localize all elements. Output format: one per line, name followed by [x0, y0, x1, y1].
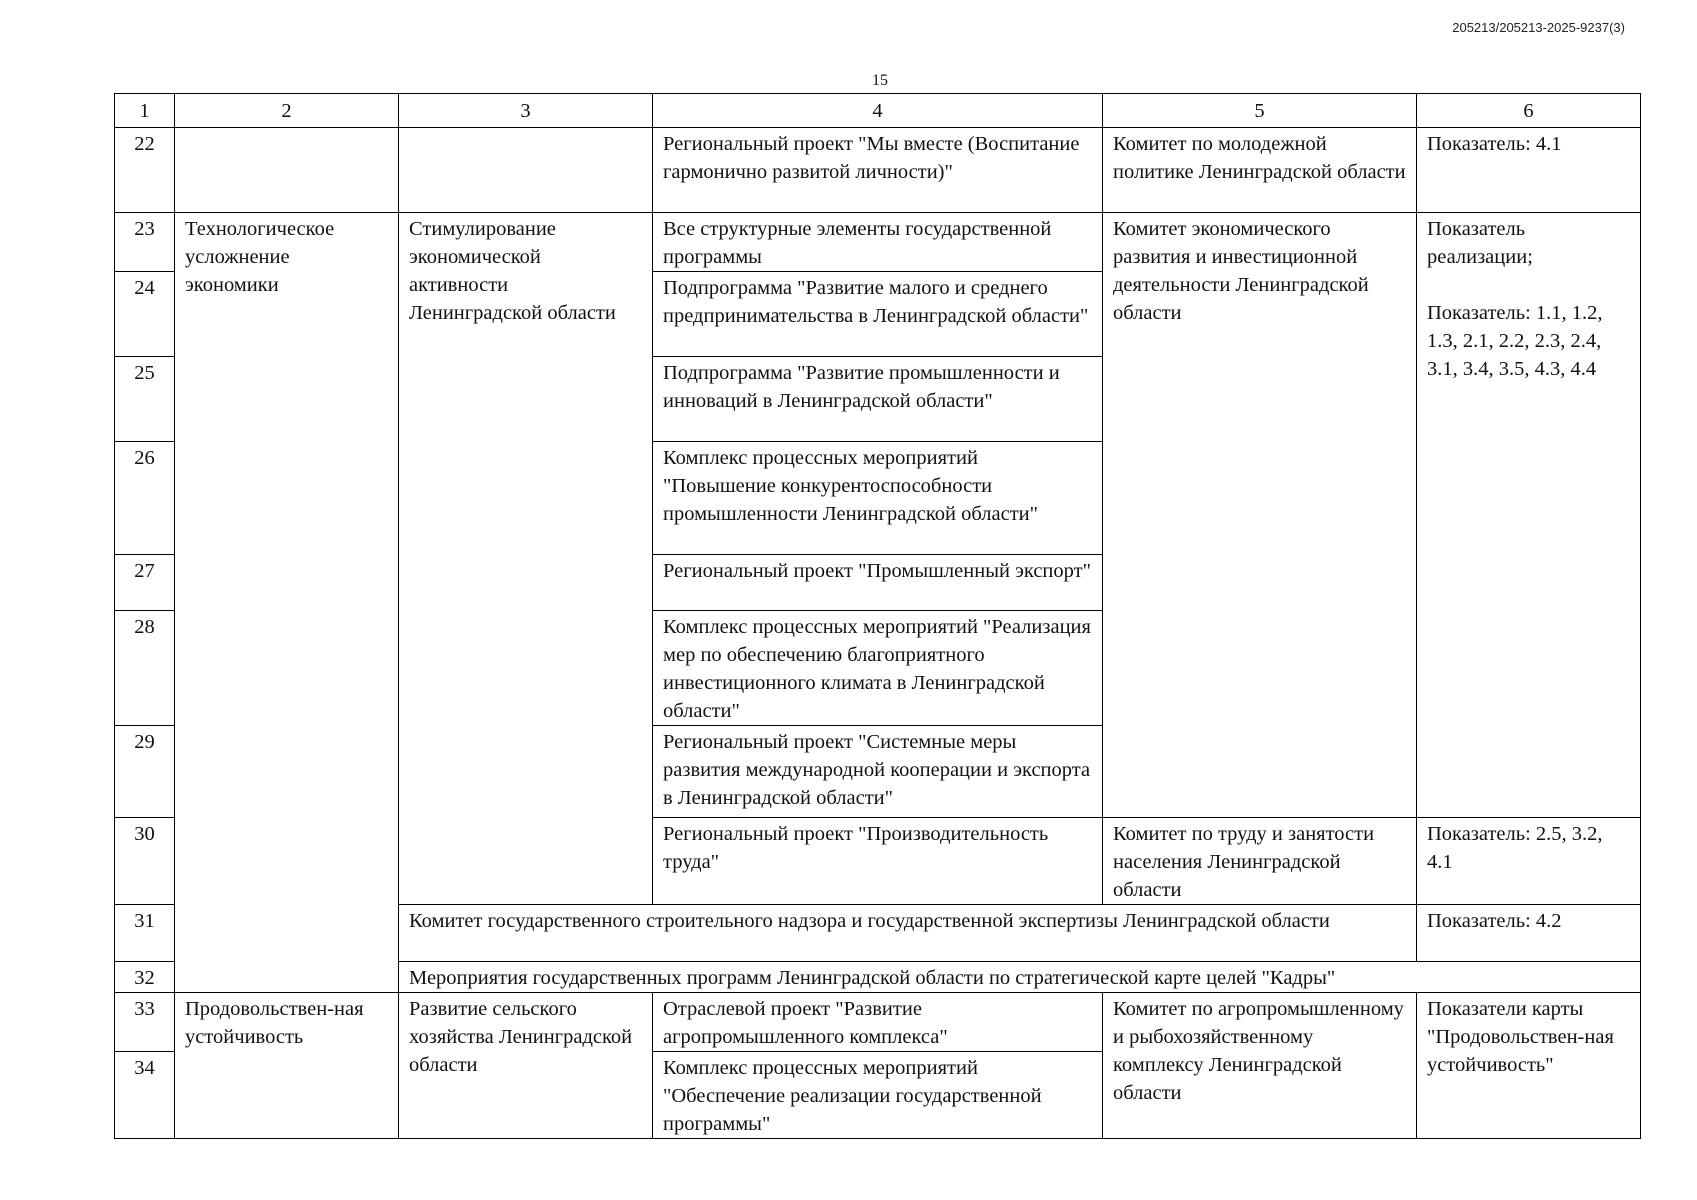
row-number: 23	[115, 213, 175, 272]
row-number: 25	[115, 357, 175, 442]
structural-element-cell: Все структурные элементы государственной программы	[653, 213, 1103, 272]
responsible-cell: Комитет по агропромышленному и рыбохозяйственному комплексу Ленинградской области	[1103, 993, 1417, 1139]
document-id: 205213/205213-2025-9237(3)	[1452, 20, 1625, 35]
row-number: 27	[115, 555, 175, 611]
structural-element-cell: Региональный проект "Мы вместе (Воспитание гармонично развитой личности)"	[653, 128, 1103, 213]
structural-element-cell: Региональный проект "Промышленный экспорт"	[653, 555, 1103, 611]
header-col-6: 6	[1417, 94, 1641, 128]
header-col-3: 3	[399, 94, 653, 128]
page-number: 15	[872, 72, 888, 89]
responsible-cell: Комитет по труду и занятости населения Ленинградской области	[1103, 818, 1417, 905]
header-col-4: 4	[653, 94, 1103, 128]
indicator-cell: Показатель: 2.5, 3.2, 4.1	[1417, 818, 1641, 905]
row-number: 22	[115, 128, 175, 213]
table-row	[115, 993, 1641, 1052]
header-col-5: 5	[1103, 94, 1417, 128]
row-number: 33	[115, 993, 175, 1052]
indicator-cell: Показатели карты "Продовольствен-ная устойчивость"	[1417, 993, 1641, 1139]
header-col-2: 2	[175, 94, 399, 128]
direction-cell	[175, 128, 399, 213]
program-table	[114, 93, 1641, 1139]
structural-element-cell: Отраслевой проект "Развитие агропромышленного комплекса"	[653, 993, 1103, 1052]
merged-activities-cell: Мероприятия государственных программ Ленинградской области по стратегической карте целей "Кадры"	[399, 962, 1641, 993]
row-number: 32	[115, 962, 175, 993]
structural-element-cell: Комплекс процессных мероприятий "Обеспечение реализации государственной программы"	[653, 1052, 1103, 1139]
table-row	[115, 962, 1641, 993]
table-row	[115, 128, 1641, 213]
structural-element-cell: Региональный проект "Производительность труда"	[653, 818, 1103, 905]
structural-element-cell: Региональный проект "Системные меры развития международной кооперации и экспорта в Ленинградской области"	[653, 726, 1103, 818]
program-cell	[399, 128, 653, 213]
indicator-cell	[1417, 213, 1641, 818]
table-row	[115, 213, 1641, 272]
row-number: 29	[115, 726, 175, 818]
row-number: 30	[115, 818, 175, 905]
direction-cell: Продовольствен-ная устойчивость	[175, 993, 399, 1139]
direction-cell: Технологическое усложнение экономики	[175, 213, 399, 962]
header-col-1: 1	[115, 94, 175, 128]
row-number: 24	[115, 272, 175, 357]
responsible-cell: Комитет экономического развития и инвестиционной деятельности Ленинградской области	[1103, 213, 1417, 818]
responsible-cell: Комитет по молодежной политике Ленинградской области	[1103, 128, 1417, 213]
row-number: 26	[115, 442, 175, 555]
header-row	[115, 94, 1641, 128]
row-number: 31	[115, 905, 175, 962]
row-number: 28	[115, 611, 175, 726]
structural-element-cell: Комплекс процессных мероприятий "Повышение конкурентоспособности промышленности Ленинградской области"	[653, 442, 1103, 555]
indicator-cell: Показатель: 4.2	[1417, 905, 1641, 962]
indicator-cell: Показатель: 4.1	[1417, 128, 1641, 213]
program-cell: Развитие сельского хозяйства Ленинградской области	[399, 993, 653, 1139]
structural-element-cell: Подпрограмма "Развитие промышленности и инноваций в Ленинградской области"	[653, 357, 1103, 442]
indicator-text-b: Показатель: 1.1, 1.2, 1.3, 2.1, 2.2, 2.3, 2.4, 3.1, 3.4, 3.5, 4.3, 4.4	[1427, 302, 1603, 380]
structural-element-cell: Подпрограмма "Развитие малого и среднего предпринимательства в Ленинградской области"	[653, 272, 1103, 357]
program-cell: Стимулирование экономической активности Ленинградской области	[399, 213, 653, 905]
indicator-text-a: Показатель реализации;	[1427, 218, 1533, 268]
merged-responsible-cell: Комитет государственного строительного надзора и государственной экспертизы Ленинградской области	[399, 905, 1417, 962]
row-number: 34	[115, 1052, 175, 1139]
direction-cell-continued	[175, 962, 399, 993]
structural-element-cell: Комплекс процессных мероприятий "Реализация мер по обеспечению благоприятного инвестиционного климата в Ленинградской области"	[653, 611, 1103, 726]
